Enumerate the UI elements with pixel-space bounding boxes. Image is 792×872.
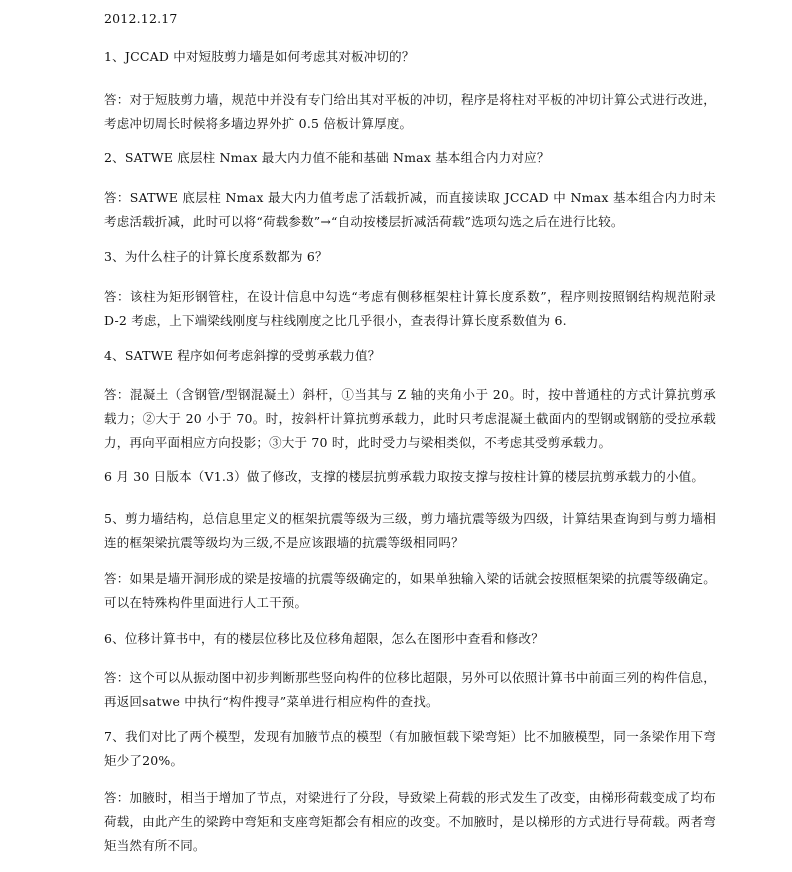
question-4: 4、SATWE 程序如何考虑斜撑的受剪承载力值？ xyxy=(104,348,381,363)
question-7: 7、我们对比了两个模型，发现有加腋节点的模型（有加腋恒载下梁弯矩）比不加腋模型，同一条梁作用下弯矩少了20%。 xyxy=(104,729,716,768)
question-2: 2、SATWE 底层柱 Nmax 最大内力值不能和基础 Nmax 基本组合内力对应？ xyxy=(104,150,550,165)
answer-2: 答：SATWE 底层柱 Nmax 最大内力值考虑了活载折减，而直接读取 JCCAD 中 Nmax 基本组合内力时未考虑活载折减，此时可以将“荷载参数”→“自动按楼层折减活荷载”选项勾选之后在进行比较。 xyxy=(104,190,716,229)
answer-1: 答：对于短肢剪力墙，规范中并没有专门给出其对平板的冲切，程序是将柱对平板的冲切计算公式进行改进，考虑冲切周长时候将多墙边界外扩 0.5 倍板计算厚度。 xyxy=(104,92,716,131)
answer-7: 答：加腋时，相当于增加了节点，对梁进行了分段，导致梁上荷载的形式发生了改变，由梯形荷载变成了均布荷载，由此产生的梁跨中弯矩和支座弯矩都会有相应的改变。不加腋时，是以梯形的方式进行导荷载。两者弯矩当然有所不同。 xyxy=(104,790,716,853)
version-note: 6 月 30 日版本（V1.3）做了修改，支撑的楼层抗剪承载力取按支撑与按柱计算的楼层抗剪承载力的小值。 xyxy=(104,469,705,484)
question-3: 3、为什么柱子的计算长度系数都为 6？ xyxy=(104,249,328,264)
question-5: 5、剪力墙结构，总信息里定义的框架抗震等级为三级，剪力墙抗震等级为四级，计算结果查询到与剪力墙相连的框架梁抗震等级均为三级,不是应该跟墙的抗震等级相同吗？ xyxy=(104,511,716,550)
question-6: 6、位移计算书中，有的楼层位移比及位移角超限，怎么在图形中查看和修改？ xyxy=(104,631,544,646)
answer-5: 答：如果是墙开洞形成的梁是按墙的抗震等级确定的，如果单独输入梁的话就会按照框架梁的抗震等级确定。可以在特殊构件里面进行人工干预。 xyxy=(104,571,716,610)
answer-4: 答：混凝土（含钢管/型钢混凝土）斜杆，①当其与 Z 轴的夹角小于 20。时，按中普通柱的方式计算抗剪承载力；②大于 20 小于 70。时，按斜杆计算抗剪承载力，此时只考虑混凝土截面内的型钢或钢筋的受拉承载力，再向平面相应方向投影；③大于 70 时，此时受力与梁相类似，不考虑其受剪承载力。 xyxy=(104,387,716,450)
document-date: 2012.12.17 xyxy=(104,11,178,26)
answer-3: 答：该柱为矩形钢管柱，在设计信息中勾选“考虑有侧移框架柱计算长度系数”，程序则按照钢结构规范附录 D-2 考虑，上下端梁线刚度与柱线刚度之比几乎很小，查表得计算长度系数值为 6. xyxy=(104,289,716,328)
answer-6: 答：这个可以从振动图中初步判断那些竖向构件的位移比超限，另外可以依照计算书中前面三列的构件信息，再返回satwe 中执行“构件搜寻”菜单进行相应构件的查找。 xyxy=(104,670,716,709)
question-1: 1、JCCAD 中对短肢剪力墙是如何考虑其对板冲切的？ xyxy=(104,49,415,64)
